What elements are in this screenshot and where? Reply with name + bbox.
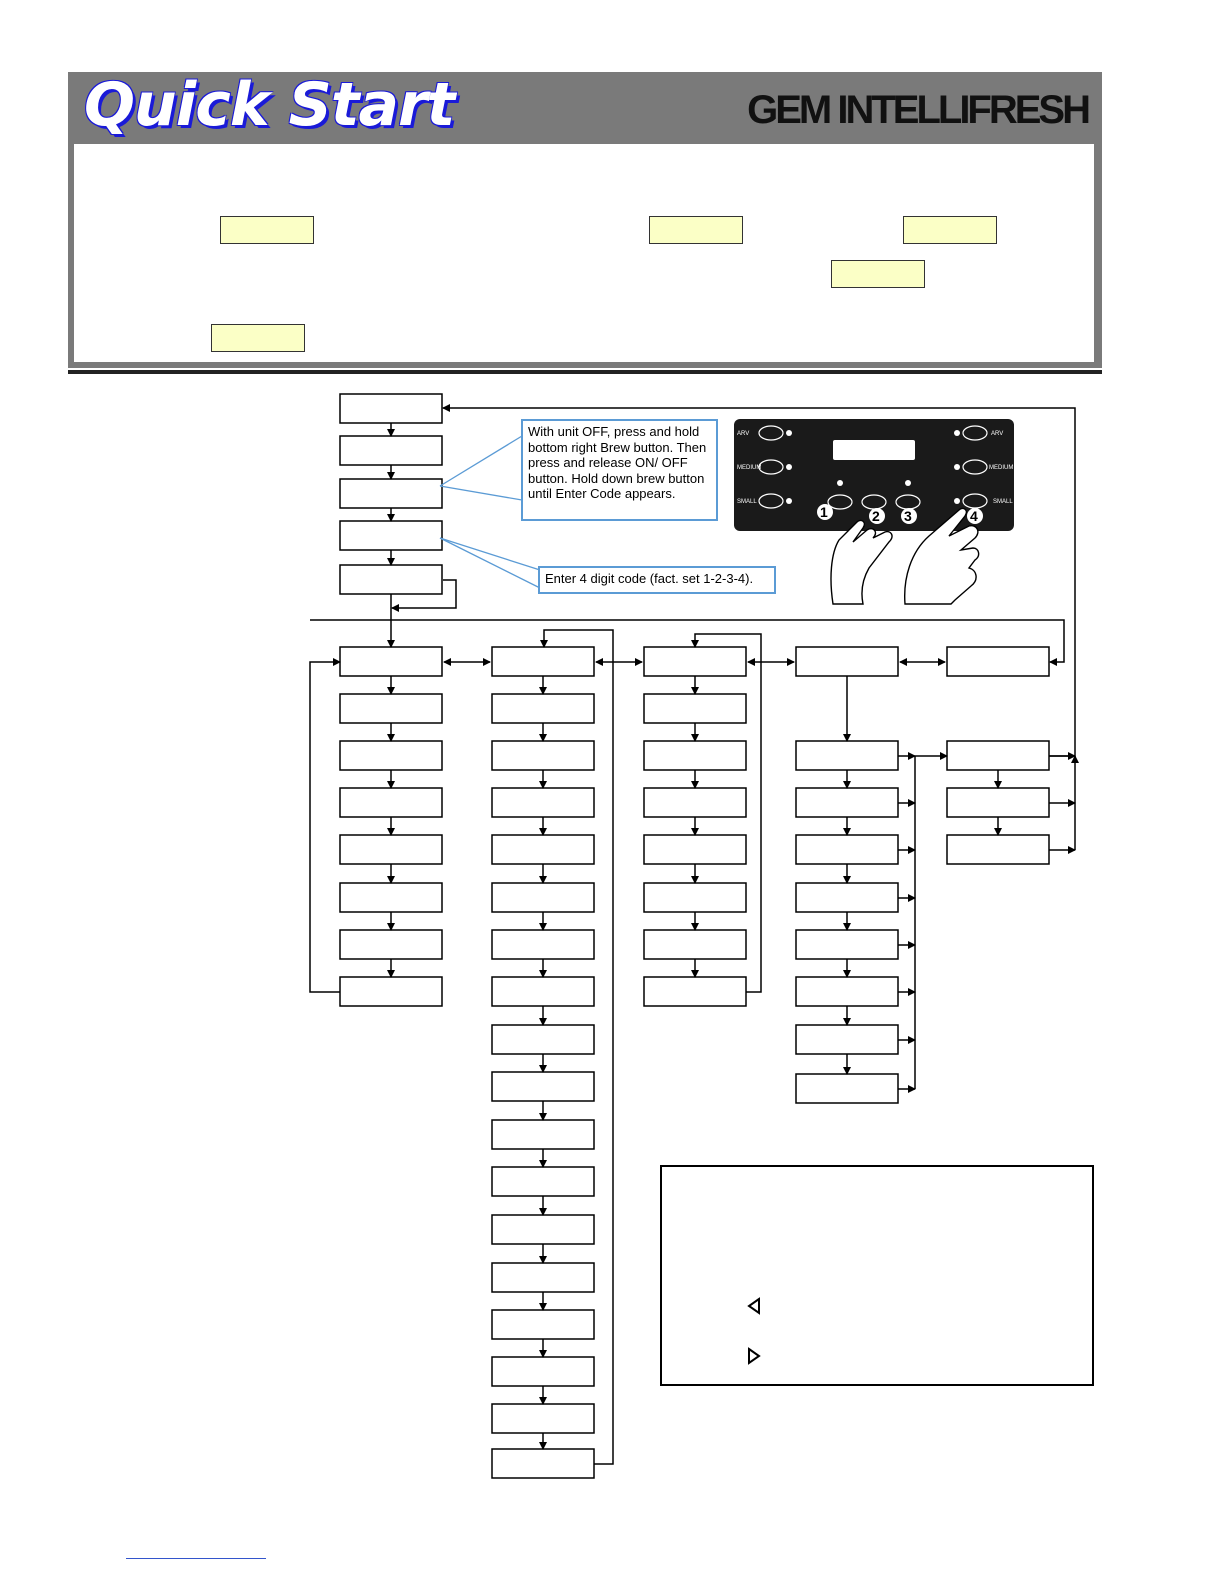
menu2-item-box xyxy=(492,835,594,864)
control-panel-image xyxy=(733,418,1015,606)
menu2-item-box xyxy=(492,1449,594,1478)
entry-step-box xyxy=(340,565,442,594)
entry-step-box xyxy=(340,394,442,423)
svg-text:3: 3 xyxy=(904,508,912,524)
menu5-item-box xyxy=(947,788,1049,817)
menu2-item-box xyxy=(492,883,594,912)
menu3-item-box xyxy=(644,694,746,723)
menu4-item-box xyxy=(796,1074,898,1103)
entry-step-box xyxy=(340,479,442,508)
code-entry-callout: Enter 4 digit code (fact. set 1-2-3-4). xyxy=(538,566,776,594)
menu2-item-box xyxy=(492,1310,594,1339)
menu2-item-box xyxy=(492,1263,594,1292)
left-hand-icon xyxy=(831,520,892,604)
legend-box xyxy=(660,1165,1094,1386)
entry-step-box xyxy=(340,521,442,550)
menu-head-box xyxy=(340,647,442,676)
menu4-item-box xyxy=(796,741,898,770)
menu2-item-box xyxy=(492,694,594,723)
menu3-item-box xyxy=(644,788,746,817)
menu4-item-box xyxy=(796,883,898,912)
menu2-item-box xyxy=(492,1357,594,1386)
menu2-item-box xyxy=(492,1215,594,1244)
left-triangle-icon xyxy=(746,1297,762,1315)
svg-text:ARV: ARV xyxy=(737,431,750,437)
menu3-item-box xyxy=(644,741,746,770)
menu4-item-box xyxy=(796,977,898,1006)
menu4-item-box xyxy=(796,835,898,864)
menu2-item-box xyxy=(492,741,594,770)
menu2-item-box xyxy=(492,1072,594,1101)
svg-text:4: 4 xyxy=(970,508,978,524)
menu2-item-box xyxy=(492,1167,594,1196)
svg-text:2: 2 xyxy=(872,508,880,524)
menu2-item-box xyxy=(492,930,594,959)
display-window xyxy=(833,440,915,460)
menu2-item-box xyxy=(492,1025,594,1054)
menu4-item-box xyxy=(796,788,898,817)
menu-head-box xyxy=(796,647,898,676)
menu1-item-box xyxy=(340,741,442,770)
menu3-item-box xyxy=(644,883,746,912)
brand-name: GEM INTELLIFRESH xyxy=(747,88,1088,132)
svg-text:MEDIUM: MEDIUM xyxy=(737,465,762,471)
menu2-item-box xyxy=(492,1120,594,1149)
menu-head-box xyxy=(947,647,1049,676)
menu3-item-box xyxy=(644,977,746,1006)
menu1-item-box xyxy=(340,788,442,817)
menu5-item-box xyxy=(947,835,1049,864)
menu1-item-box xyxy=(340,883,442,912)
menu2-item-box xyxy=(492,977,594,1006)
menu1-item-box xyxy=(340,835,442,864)
svg-text:1: 1 xyxy=(820,504,828,520)
menu2-item-box xyxy=(492,788,594,817)
footer-link-line xyxy=(126,1558,266,1559)
menu4-item-box xyxy=(796,930,898,959)
page-title: Quick Start xyxy=(84,70,455,140)
menu2-item-box xyxy=(492,1404,594,1433)
menu5-item-box xyxy=(947,741,1049,770)
svg-text:SMALL: SMALL xyxy=(993,499,1013,505)
menu-head-box xyxy=(644,647,746,676)
svg-text:MEDIUM: MEDIUM xyxy=(989,465,1014,471)
menu-head-box xyxy=(492,647,594,676)
program-entry-callout: With unit OFF, press and hold bottom right Brew button. Then press and release ON/ OFF button. Hold down brew button until Enter Code appears. xyxy=(521,419,718,521)
menu3-item-box xyxy=(644,930,746,959)
menu1-item-box xyxy=(340,977,442,1006)
svg-text:SMALL: SMALL xyxy=(737,499,757,505)
entry-step-box xyxy=(340,436,442,465)
menu1-item-box xyxy=(340,694,442,723)
right-triangle-icon xyxy=(746,1347,762,1365)
menu1-item-box xyxy=(340,930,442,959)
menu3-item-box xyxy=(644,835,746,864)
svg-text:ARV: ARV xyxy=(991,431,1004,437)
menu4-item-box xyxy=(796,1025,898,1054)
